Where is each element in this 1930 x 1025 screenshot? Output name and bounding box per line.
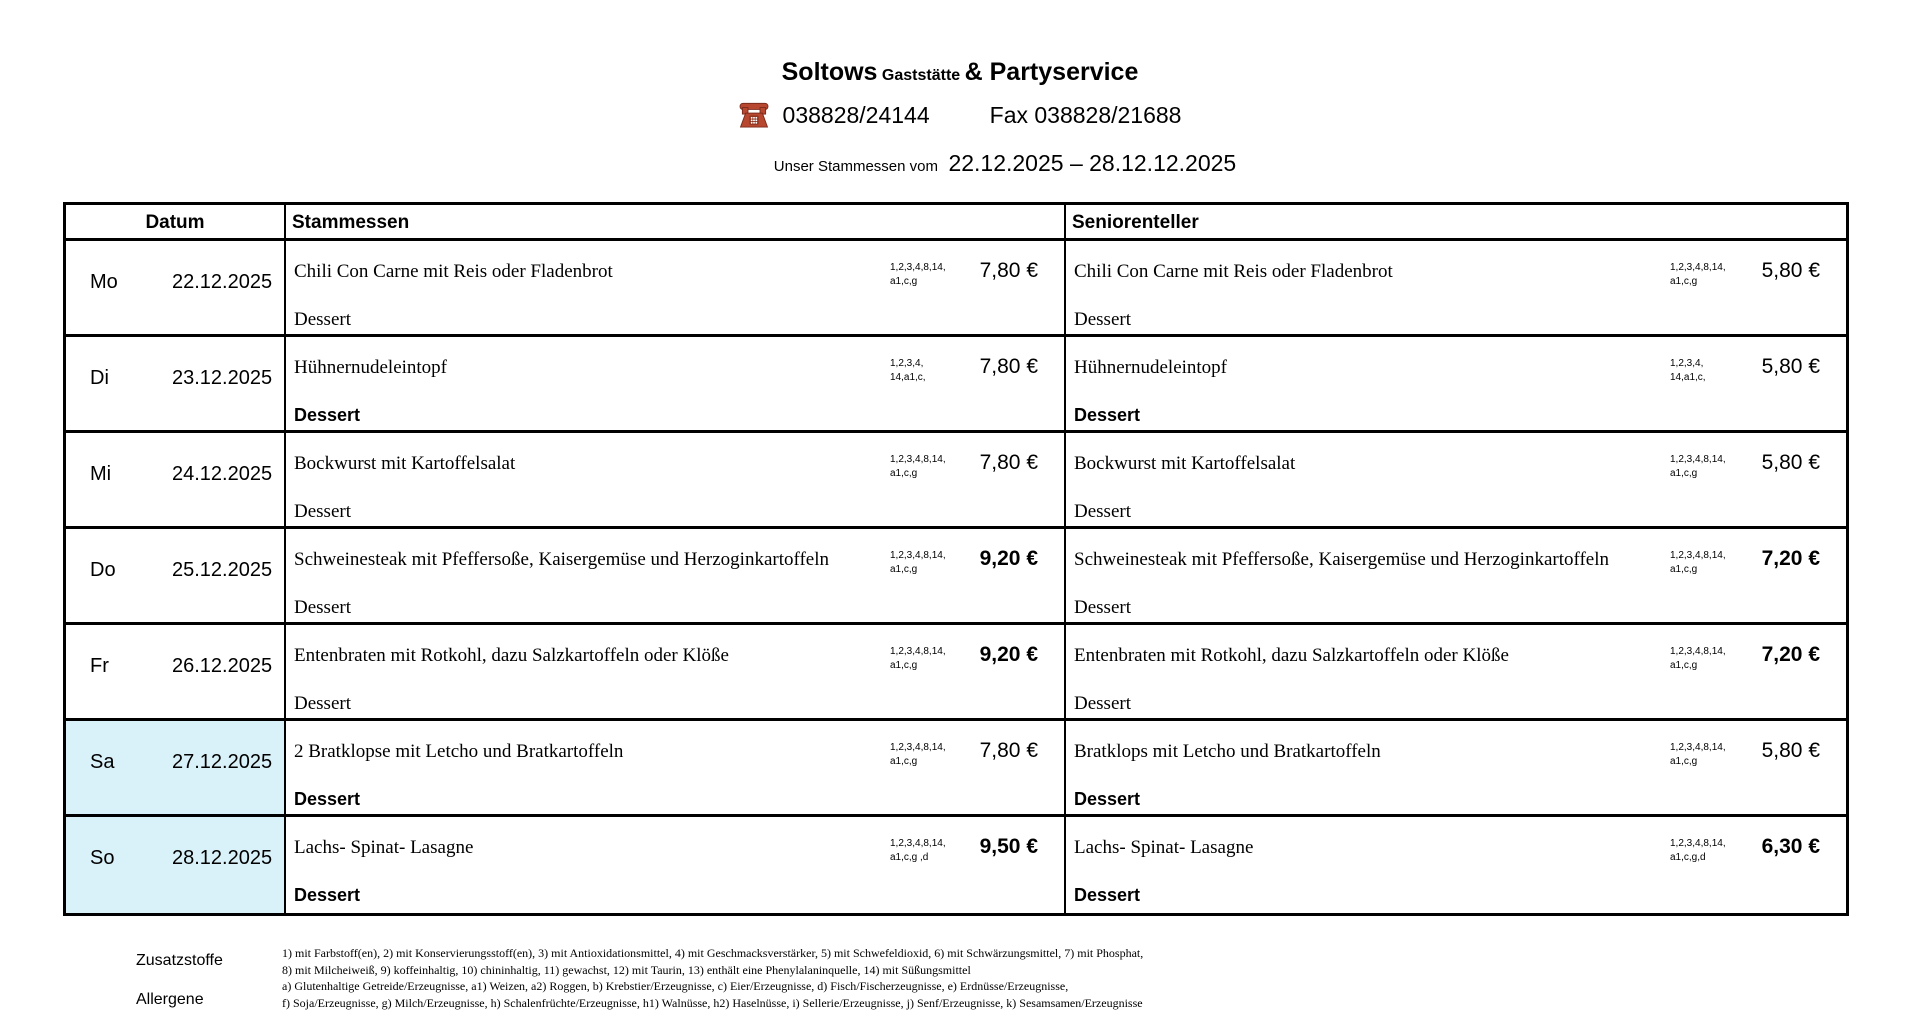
footnotes <box>282 945 1143 1011</box>
allergen-codes: 1,2,3,4,8,14, a1,c,g <box>1670 454 1726 479</box>
subtitle-prefix: Unser Stammessen vom <box>773 158 938 175</box>
date-cell <box>66 337 286 430</box>
seniorenteller-cell <box>1066 721 1846 814</box>
dessert-label: Dessert <box>1074 405 1141 425</box>
dish-name: Chili Con Carne mit Reis oder Fladenbrot <box>1074 261 1393 282</box>
allergen-codes: 1,2,3,4,8,14, a1,c,g <box>1670 646 1726 671</box>
stammessen-cell <box>286 625 1066 718</box>
footnote-line: a) Glutenhaltige Getreide/Erzeugnisse, a1) Weizen, a2) Roggen, b) Krebstier/Erzeugnisse, c) Eier/Erzeugnisse, d) Fisch/Fischerzeugnisse, e) Erdnüsse/Erzeugnisse, <box>282 979 1069 993</box>
allergen-codes: 1,2,3,4, 14,a1,c, <box>1670 358 1706 383</box>
dessert-label: Dessert <box>1074 693 1131 714</box>
price: 7,20 € <box>1761 547 1820 570</box>
date-value: 27.12.2025 <box>172 751 273 773</box>
date-value: 24.12.2025 <box>172 463 273 485</box>
day-label: Mo <box>90 271 118 293</box>
day-label: So <box>90 847 115 869</box>
seniorenteller-cell <box>1066 241 1846 334</box>
phone-number: 038828/24144 <box>782 102 930 128</box>
price: 7,80 € <box>979 739 1038 762</box>
date-cell <box>66 241 286 334</box>
allergen-codes: 1,2,3,4,8,14, a1,c,g,d <box>1670 838 1726 863</box>
footnote-line: 8) mit Milcheiweiß, 9) koffeinhaltig, 10) chininhaltig, 11) gewachst, 12) mit Taurin, 13) enthält eine Phenylalaninquelle, 14) mit Süßungsmittel <box>282 962 971 977</box>
dessert-label: Dessert <box>1074 597 1131 618</box>
allergen-codes: 1,2,3,4,8,14, a1,c,g <box>1670 550 1726 575</box>
header-cell-stammessen: Stammessen <box>286 205 1066 238</box>
allergen-codes: 1,2,3,4,8,14, a1,c,g <box>890 262 946 287</box>
price: 7,80 € <box>979 451 1038 474</box>
stammessen-cell <box>286 529 1066 622</box>
dish-name: Bockwurst mit Kartoffelsalat <box>1074 453 1296 474</box>
price: 7,80 € <box>979 355 1038 378</box>
dessert-label: Dessert <box>1074 789 1141 809</box>
price: 5,80 € <box>1761 259 1820 282</box>
restaurant-type: Gaststätte <box>881 67 961 84</box>
date-value: 25.12.2025 <box>172 559 273 581</box>
allergen-codes: 1,2,3,4,8,14, a1,c,g <box>890 454 946 479</box>
date-value: 26.12.2025 <box>172 655 273 677</box>
date-cell <box>66 625 286 718</box>
price: 9,20 € <box>979 547 1038 570</box>
dish-name: Schweinesteak mit Pfeffersoße, Kaisergemüse und Herzoginkartoffeln <box>294 549 830 570</box>
restaurant-name-suffix: & Partyservice <box>964 58 1139 86</box>
seniorenteller-cell <box>1066 817 1846 913</box>
table-row <box>66 817 1846 913</box>
price: 6,30 € <box>1761 835 1820 858</box>
stammessen-cell <box>286 817 1066 913</box>
allergen-codes: 1,2,3,4,8,14, a1,c,g <box>890 550 946 575</box>
date-cell-highlighted <box>66 721 286 814</box>
dish-name: Chili Con Carne mit Reis oder Fladenbrot <box>294 261 613 282</box>
menu-table <box>63 202 1849 916</box>
page-title <box>0 58 1920 87</box>
seniorenteller-cell <box>1066 625 1846 718</box>
header-cell-seniorenteller: Seniorenteller <box>1072 212 1199 233</box>
dish-name: Hühnernudeleintopf <box>294 357 448 378</box>
dessert-label: Dessert <box>294 501 351 522</box>
restaurant-name: Soltows <box>781 58 878 86</box>
week-date-range: 22.12.2025 – 28.12.12.2025 <box>948 150 1237 176</box>
price: 9,20 € <box>979 643 1038 666</box>
header-cell-datum: Datum <box>66 205 286 238</box>
seniorenteller-cell <box>1066 433 1846 526</box>
day-label: Do <box>90 559 116 581</box>
price: 7,80 € <box>979 259 1038 282</box>
day-label: Mi <box>90 463 112 485</box>
dessert-label: Dessert <box>1074 885 1141 905</box>
subtitle-line <box>0 150 1930 177</box>
allergen-codes: 1,2,3,4,8,14, a1,c,g <box>1670 742 1726 767</box>
day-label: Fr <box>90 655 109 677</box>
table-row <box>66 241 1846 337</box>
allergene-label: Allergene <box>136 991 204 1008</box>
stammessen-cell <box>286 241 1066 334</box>
table-row <box>66 625 1846 721</box>
table-row <box>66 433 1846 529</box>
allergen-codes: 1,2,3,4,8,14, a1,c,g ,d <box>890 838 946 863</box>
table-row <box>66 529 1846 625</box>
zusatzstoffe-label: Zusatzstoffe <box>136 952 223 969</box>
dish-name: Schweinesteak mit Pfeffersoße, Kaisergemüse und Herzoginkartoffeln <box>1074 549 1610 570</box>
date-value: 28.12.2025 <box>172 847 273 869</box>
price: 5,80 € <box>1761 355 1820 378</box>
seniorenteller-cell <box>1066 337 1846 430</box>
telephone-icon <box>739 102 769 134</box>
footnote-line: f) Soja/Erzeugnisse, g) Milch/Erzeugnisse, h) Schalenfrüchte/Erzeugnisse, h1) Walnüsse, h2) Haselnüsse, i) Sellerie/Erzeugnisse, j) Senf/Erzeugnisse, k) Sesamsamen/Erzeugnisse <box>282 995 1143 1010</box>
dish-name: Entenbraten mit Rotkohl, dazu Salzkartoffeln oder Klöße <box>1074 645 1509 666</box>
allergen-codes: 1,2,3,4,8,14, a1,c,g <box>890 646 946 671</box>
price: 5,80 € <box>1761 451 1820 474</box>
table-header-row <box>66 205 1846 241</box>
dessert-label: Dessert <box>294 693 351 714</box>
date-cell <box>66 433 286 526</box>
date-cell <box>66 529 286 622</box>
dessert-label: Dessert <box>294 885 361 905</box>
dessert-label: Dessert <box>294 789 361 809</box>
stammessen-cell <box>286 337 1066 430</box>
dessert-label: Dessert <box>1074 309 1131 330</box>
footnote-line: 1) mit Farbstoff(en), 2) mit Konservierungsstoff(en), 3) mit Antioxidationsmittel, 4) mit Geschmacksverstärker, 5) mit Schwefeldioxid, 6) mit Schwärzungsmittel, 7) mit Phosphat, <box>282 946 1144 960</box>
dish-name: Lachs- Spinat- Lasagne <box>1074 837 1254 858</box>
price: 9,50 € <box>979 835 1038 858</box>
table-row <box>66 721 1846 817</box>
fax-number: Fax 038828/21688 <box>989 102 1182 128</box>
date-value: 22.12.2025 <box>172 271 273 293</box>
dish-name: Entenbraten mit Rotkohl, dazu Salzkartoffeln oder Klöße <box>294 645 729 666</box>
dish-name: 2 Bratklopse mit Letcho und Bratkartoffeln <box>294 741 624 762</box>
seniorenteller-cell <box>1066 529 1846 622</box>
price: 5,80 € <box>1761 739 1820 762</box>
dessert-label: Dessert <box>294 597 351 618</box>
dish-name: Lachs- Spinat- Lasagne <box>294 837 474 858</box>
dessert-label: Dessert <box>294 309 351 330</box>
contact-line <box>0 102 1920 134</box>
date-value: 23.12.2025 <box>172 367 273 389</box>
day-label: Di <box>90 367 109 389</box>
dish-name: Bratklops mit Letcho und Bratkartoffeln <box>1074 741 1381 762</box>
dish-name: Hühnernudeleintopf <box>1074 357 1228 378</box>
day-label: Sa <box>90 751 115 773</box>
stammessen-cell <box>286 721 1066 814</box>
allergen-codes: 1,2,3,4, 14,a1,c, <box>890 358 926 383</box>
dessert-label: Dessert <box>294 405 361 425</box>
price: 7,20 € <box>1761 643 1820 666</box>
allergen-codes: 1,2,3,4,8,14, a1,c,g <box>1670 262 1726 287</box>
allergen-codes: 1,2,3,4,8,14, a1,c,g <box>890 742 946 767</box>
dish-name: Bockwurst mit Kartoffelsalat <box>294 453 516 474</box>
stammessen-cell <box>286 433 1066 526</box>
table-row <box>66 337 1846 433</box>
dessert-label: Dessert <box>1074 501 1131 522</box>
date-cell-highlighted <box>66 817 286 913</box>
